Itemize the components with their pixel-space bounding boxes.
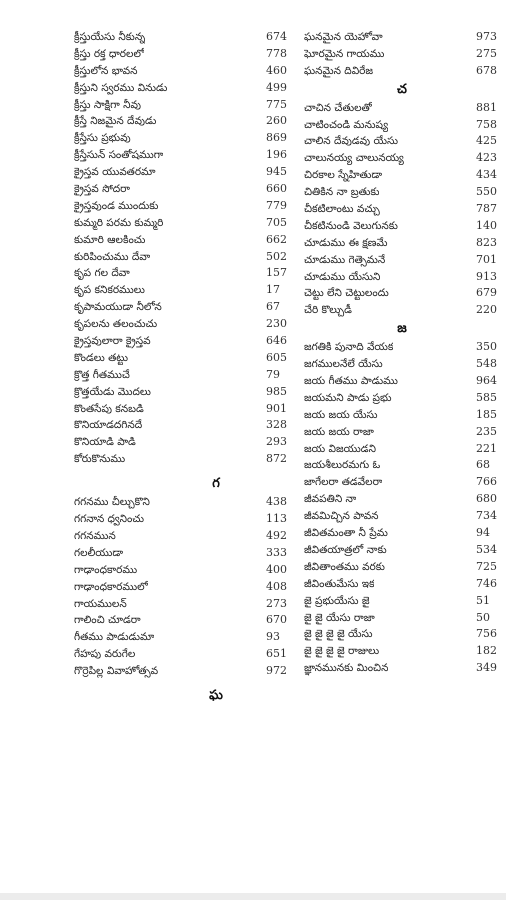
index-entry	[74, 113, 298, 130]
entry-title: గాఢాంధకారము	[74, 563, 138, 576]
entry-number: 185	[476, 407, 497, 421]
entry-number: 460	[266, 63, 287, 77]
entry-title: క్రైస్తవులారా క్రైస్తవ	[74, 335, 151, 348]
entry-title: గగనమున	[74, 529, 116, 542]
entry-number: 423	[476, 151, 497, 165]
entry-number: 350	[476, 340, 497, 354]
entry-title: క్రొత్తయేడు మొదలు	[74, 385, 151, 398]
entry-number: 94	[476, 526, 490, 540]
section-heading-cha: చ	[397, 81, 407, 97]
entry-number: 646	[266, 334, 287, 348]
entry-number: 275	[476, 46, 497, 60]
index-entry	[304, 373, 500, 390]
right-column	[304, 29, 500, 677]
index-entry	[304, 100, 500, 117]
index-entry	[74, 596, 298, 613]
entry-number: 230	[266, 317, 287, 331]
entry-title: క్రీస్తులోన భావన	[74, 64, 138, 77]
index-entry	[74, 434, 298, 451]
entry-title: చాచిన చేతులతో	[304, 101, 372, 114]
right-group-gha	[304, 29, 500, 80]
index-entry	[304, 252, 500, 269]
entry-number: 235	[476, 424, 497, 438]
entry-title: చూడుము యేసుని	[304, 270, 381, 283]
entry-number: 679	[476, 286, 497, 300]
entry-title: చాలునయ్య చాలునయ్య	[304, 152, 404, 165]
entry-number: 670	[266, 613, 287, 627]
entry-number: 823	[476, 235, 497, 249]
entry-title: జయ జయ యేసు	[304, 408, 378, 421]
index-entry	[74, 579, 298, 596]
entry-title: జయ గీతము పాడుము	[304, 375, 398, 388]
entry-number: 273	[266, 596, 287, 610]
index-entry	[74, 612, 298, 629]
index-entry	[74, 164, 298, 181]
index-entry	[304, 610, 500, 627]
entry-number: 913	[476, 269, 497, 283]
entry-number: 93	[266, 630, 280, 644]
index-entry	[74, 511, 298, 528]
index-entry	[74, 63, 298, 80]
entry-title: చీకటిలాంటు వచ్చు	[304, 203, 380, 216]
entry-number: 333	[266, 545, 287, 559]
entry-title: జై ప్రభుయేసు జై	[304, 594, 370, 607]
entry-title: జగములనేలే యేసు	[304, 358, 383, 371]
entry-number: 499	[266, 80, 287, 94]
entry-title: చూడుము గెత్సెమనే	[304, 253, 386, 266]
index-entry	[74, 316, 298, 333]
entry-title: కొండలు తట్టు	[74, 351, 129, 364]
index-entry	[304, 593, 500, 610]
index-entry	[304, 46, 500, 63]
index-entry	[74, 333, 298, 350]
section-heading-gha: ఘ	[209, 687, 223, 703]
index-entry	[304, 269, 500, 286]
index-entry	[74, 215, 298, 232]
entry-number: 67	[266, 300, 280, 314]
entry-number: 605	[266, 350, 287, 364]
entry-number: 705	[266, 215, 287, 229]
index-entry	[74, 494, 298, 511]
index-entry	[74, 265, 298, 282]
entry-title: జీవమిచ్చిన పావన	[304, 510, 379, 523]
entry-number: 964	[476, 374, 497, 388]
entry-number: 766	[476, 475, 497, 489]
entry-number: 901	[266, 401, 287, 415]
page-bottom-strip	[0, 893, 506, 900]
right-group-ja	[304, 339, 500, 677]
entry-title: జీవితాంతము వరకు	[304, 560, 385, 573]
index-entry	[304, 63, 500, 80]
entry-title: జగతికి పునాది వేయక	[304, 341, 394, 354]
entry-title: కుమారి ఆలకించు	[74, 233, 146, 246]
entry-number: 17	[266, 283, 280, 297]
entry-title: జై జై జై జై యేసు	[304, 628, 373, 641]
entry-number: 872	[266, 452, 287, 466]
entry-number: 787	[476, 202, 497, 216]
index-entry	[74, 451, 298, 468]
entry-title: జీవితయాత్రలో నాకు	[304, 543, 387, 556]
entry-title: కొనియాడి పాడి	[74, 436, 136, 449]
entry-number: 585	[476, 390, 497, 404]
entry-number: 548	[476, 357, 497, 371]
entry-title: జీవపతిని నా	[304, 493, 357, 506]
entry-title: జై జై యేసు రాజా	[304, 611, 375, 624]
entry-title: చాలిన దేవుడవు యేసు	[304, 135, 398, 148]
index-entry	[74, 367, 298, 384]
index-entry	[304, 117, 500, 134]
entry-number: 550	[476, 185, 497, 199]
entry-title: చూడుము ఈ క్షణమే	[304, 236, 388, 249]
entry-title: క్రైస్తవ సోదరా	[74, 183, 131, 196]
index-entry	[304, 150, 500, 167]
entry-number: 400	[266, 562, 287, 576]
entry-title: క్రీస్తేసు ప్రభువు	[74, 132, 131, 145]
index-entry	[74, 646, 298, 663]
entry-title: గలలీయుడా	[74, 546, 124, 559]
entry-title: కుమ్మరి పరమ కుమ్మరి	[74, 216, 164, 229]
left-group-ka	[74, 29, 298, 468]
index-entry	[74, 80, 298, 97]
entry-title: గాయములన్	[74, 597, 127, 610]
index-entry	[74, 181, 298, 198]
entry-title: కృప కనికరములు	[74, 284, 145, 297]
index-entry	[74, 198, 298, 215]
index-entry	[304, 201, 500, 218]
entry-number: 756	[476, 627, 497, 641]
index-entry	[304, 457, 500, 474]
entry-title: జీవింతుమేసు ఇక	[304, 577, 375, 590]
section-heading-ga: గ	[212, 476, 220, 492]
entry-title: క్రీస్తుయేసు నీకున్న	[74, 31, 146, 43]
index-entry	[74, 232, 298, 249]
index-entry	[74, 299, 298, 316]
index-entry	[304, 626, 500, 643]
index-entry	[304, 542, 500, 559]
index-entry	[304, 508, 500, 525]
entry-number: 662	[266, 232, 287, 246]
index-entry	[304, 424, 500, 441]
entry-number: 778	[266, 46, 287, 60]
entry-number: 674	[266, 30, 287, 43]
entry-title: జై జై జై జై రాజులు	[304, 645, 380, 658]
entry-number: 985	[266, 384, 287, 398]
entry-title: ఘనమైన యెహోవా	[304, 31, 383, 43]
entry-title: గగనము చీల్చుకొని	[74, 496, 150, 509]
entry-title: గేహపు వరుగేల	[74, 648, 136, 661]
entry-number: 502	[266, 249, 287, 263]
index-entry	[74, 29, 298, 46]
entry-number: 140	[476, 218, 497, 232]
entry-title: ఘనమైన దివిరేజ	[304, 64, 374, 77]
entry-number: 492	[266, 528, 287, 542]
entry-number: 182	[476, 644, 497, 658]
entry-number: 869	[266, 131, 287, 145]
entry-number: 651	[266, 647, 287, 661]
index-entry	[74, 417, 298, 434]
entry-number: 50	[476, 610, 490, 624]
entry-number: 328	[266, 418, 287, 432]
index-entry	[304, 491, 500, 508]
entry-number: 779	[266, 198, 287, 212]
entry-title: ఘోరమైన గాయము	[304, 47, 385, 60]
entry-title: జయ విజయుడని	[304, 442, 376, 455]
entry-number: 79	[266, 367, 280, 381]
entry-number: 945	[266, 165, 287, 179]
entry-title: గీతము పాడుడుమా	[74, 631, 155, 644]
entry-title: జయ జయ రాజా	[304, 425, 374, 438]
index-entry	[74, 97, 298, 114]
entry-number: 196	[266, 148, 287, 162]
index-entry	[304, 218, 500, 235]
left-column	[74, 29, 298, 706]
index-entry	[74, 282, 298, 299]
index-entry	[74, 401, 298, 418]
entry-number: 972	[266, 664, 287, 678]
entry-title: కృపలను తలంచుచు	[74, 318, 158, 331]
entry-number: 408	[266, 579, 287, 593]
entry-title: గాలించి చూడరా	[74, 614, 141, 627]
entry-title: కృపామయుడా నీలోన	[74, 301, 162, 314]
index-entry	[74, 528, 298, 545]
entry-title: క్రీస్తుని స్వరము వినుడు	[74, 81, 168, 94]
entry-title: కొంతసేపు కనబడి	[74, 402, 144, 415]
index-entry	[304, 302, 500, 319]
entry-title: చాటించండి మనుష్య	[304, 118, 389, 131]
entry-number: 701	[476, 252, 497, 266]
entry-title: జ్ఞానమునకు మించిన	[304, 662, 389, 675]
entry-title: క్రీస్తేసున్ సంతోషముగా	[74, 149, 164, 162]
entry-number: 157	[266, 266, 287, 280]
entry-number: 734	[476, 509, 497, 523]
entry-title: గగనాన ధ్వనించు	[74, 513, 144, 526]
entry-title: చీకటినుండి వెలుగునకు	[304, 219, 398, 232]
index-entry	[304, 339, 500, 356]
entry-title: క్రొత్త గీతముచే	[74, 368, 130, 381]
index-entry	[74, 562, 298, 579]
entry-title: కొనియాడదగినదే	[74, 419, 143, 432]
section-heading-ja: జ	[397, 321, 407, 337]
entry-number: 220	[476, 303, 497, 317]
index-entry	[74, 384, 298, 401]
entry-number: 425	[476, 134, 497, 148]
index-entry	[304, 576, 500, 593]
index-entry	[74, 545, 298, 562]
left-group-ga	[74, 494, 298, 680]
right-group-cha	[304, 100, 500, 320]
entry-number: 534	[476, 542, 497, 556]
index-entry	[74, 147, 298, 164]
entry-number: 438	[266, 495, 287, 509]
entry-number: 221	[476, 441, 497, 455]
index-entry	[304, 285, 500, 302]
entry-number: 680	[476, 492, 497, 506]
entry-number: 349	[476, 661, 497, 675]
index-entry	[74, 350, 298, 367]
entry-number: 678	[476, 63, 497, 77]
index-entry	[304, 474, 500, 491]
entry-number: 113	[266, 512, 287, 526]
index-entry	[304, 660, 500, 677]
entry-title: చితికిన నా బ్రతుకు	[304, 186, 380, 199]
entry-number: 746	[476, 576, 497, 590]
index-entry	[74, 130, 298, 147]
index-entry	[304, 356, 500, 373]
index-entry	[304, 643, 500, 660]
entry-title: జయశీలురమగు ఓ	[304, 459, 381, 472]
index-entry	[74, 663, 298, 680]
index-entry	[74, 46, 298, 63]
entry-number: 51	[476, 593, 490, 607]
entry-title: కోరుకొనుము	[74, 453, 126, 466]
entry-number: 973	[476, 30, 497, 43]
entry-number: 775	[266, 97, 287, 111]
index-entry	[74, 249, 298, 266]
entry-title: జీవితమంతా నీ ప్రేమ	[304, 527, 388, 540]
index-entry	[304, 167, 500, 184]
entry-title: క్రీస్తు రక్త ధారలలో	[74, 47, 145, 60]
index-entry	[74, 629, 298, 646]
entry-number: 434	[476, 168, 497, 182]
index-entry	[304, 133, 500, 150]
entry-number: 725	[476, 559, 497, 573]
entry-title: క్రీస్తే నిజమైన దేవుడు	[74, 115, 157, 128]
entry-title: జయమని పాడు ప్రభు	[304, 391, 392, 404]
entry-title: కృప గల దేవా	[74, 267, 130, 280]
entry-title: గొర్రెపిల్ల వివాహోత్సవ	[74, 665, 159, 678]
entry-title: జాగేలరా తడవేలరా	[304, 476, 383, 489]
entry-title: క్రీస్తు సాక్షిగా నీవు	[74, 98, 141, 111]
entry-number: 660	[266, 182, 287, 196]
entry-title: గాఢాంధకారములో	[74, 580, 148, 593]
entry-number: 293	[266, 435, 287, 449]
entry-title: క్రైస్తవ యువతరమా	[74, 166, 156, 179]
entry-number: 881	[476, 100, 497, 114]
entry-number: 260	[266, 114, 287, 128]
index-entry	[304, 390, 500, 407]
index-entry	[304, 184, 500, 201]
entry-number: 758	[476, 117, 497, 131]
entry-title: చిరకాల స్నేహితుడా	[304, 169, 383, 182]
index-entry	[304, 441, 500, 458]
entry-title: క్రైస్తవుండ ముందుకు	[74, 199, 159, 212]
entry-title: కురిపించుము దేవా	[74, 250, 151, 263]
entry-title: చేరి కొల్చుడీ	[304, 304, 352, 317]
index-entry	[304, 235, 500, 252]
index-entry	[304, 559, 500, 576]
index-entry	[304, 29, 500, 46]
entry-title: చెట్టు లేని చెట్టులందు	[304, 287, 389, 300]
index-entry	[304, 407, 500, 424]
entry-number: 68	[476, 458, 490, 472]
index-entry	[304, 525, 500, 542]
